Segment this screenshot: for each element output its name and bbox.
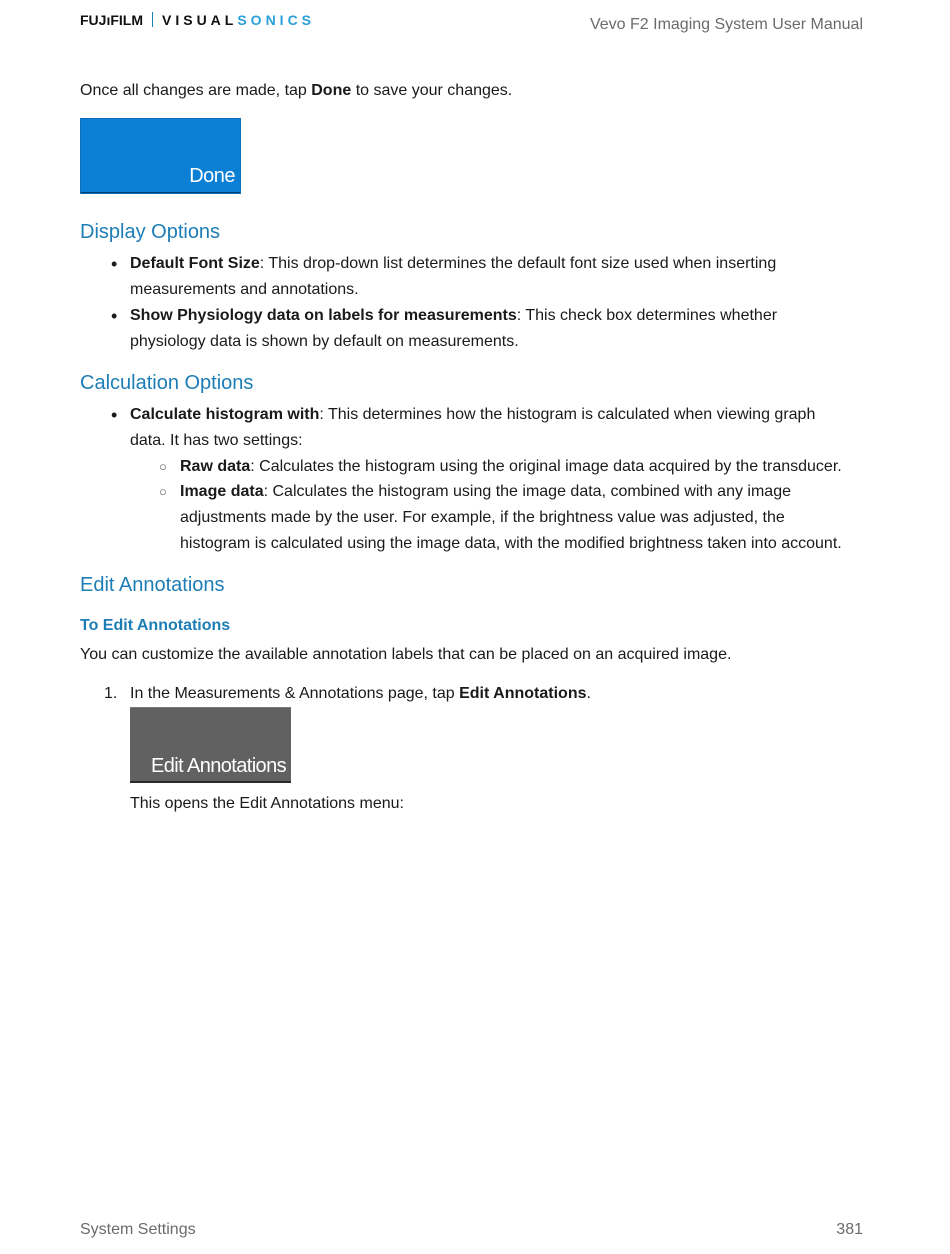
step-text — [130, 681, 591, 707]
item-bold: Calculate histogram with — [130, 406, 320, 423]
item-text-cont: histogram is calculated using the image data, with the modified brightness taken into account. — [180, 535, 842, 552]
to-edit-annotations-subheading: To Edit Annotations — [80, 617, 231, 634]
item-text: : Calculates the histogram using the original image data acquired by the transducer. — [250, 458, 842, 475]
done-button[interactable] — [80, 118, 241, 194]
item-text: : Calculates the histogram using the image data, combined with any image — [263, 483, 791, 500]
done-button-label: Done — [189, 165, 235, 187]
logo-divider — [152, 12, 153, 27]
intro-bold: Done — [311, 82, 352, 99]
list-item — [111, 303, 778, 355]
item-text-cont: adjustments made by the user. For example, if the brightness value was adjusted, the — [180, 509, 785, 526]
step-number: 1. — [104, 685, 118, 702]
item-bold: Show Physiology data on labels for measurements — [130, 307, 517, 324]
sub-list-item — [159, 479, 842, 557]
intro-paragraph — [80, 78, 512, 104]
circle-bullet-icon: ○ — [159, 484, 167, 499]
item-bold: Image data — [180, 483, 264, 500]
item-bold: Raw data — [180, 458, 251, 475]
circle-bullet-icon: ○ — [159, 459, 167, 474]
display-options-heading: Display Options — [80, 221, 221, 243]
step-bold: Edit Annotations — [459, 685, 587, 702]
list-item — [111, 402, 816, 454]
item-bold: Default Font Size — [130, 255, 260, 272]
footer-section: System Settings — [80, 1221, 196, 1238]
item-text: : This check box determines whether — [516, 307, 778, 324]
logo-fujifilm: FUJıFILM — [80, 12, 143, 28]
bullet-icon: • — [111, 306, 118, 326]
logo-visual: VISUAL — [162, 12, 238, 28]
list-item — [111, 251, 777, 303]
sub-list-item — [159, 454, 842, 480]
edit-annotations-button[interactable] — [130, 707, 291, 783]
bullet-icon: • — [111, 254, 118, 274]
step-text-end: . — [586, 685, 591, 702]
item-text: : This determines how the histogram is calculated when viewing graph — [319, 406, 816, 423]
edit-annotations-description: You can customize the available annotation labels that can be placed on an acquired image. — [80, 646, 732, 663]
item-text-cont: data. It has two settings: — [130, 432, 303, 449]
calculation-options-heading: Calculation Options — [80, 372, 254, 394]
step-result-text: This opens the Edit Annotations menu: — [130, 795, 404, 812]
intro-text: Once all changes are made, tap — [80, 82, 312, 99]
manual-title: Vevo F2 Imaging System User Manual — [589, 16, 863, 33]
bullet-icon: • — [111, 405, 118, 425]
intro-text-end: to save your changes. — [351, 82, 513, 99]
company-logo — [80, 12, 315, 32]
step-text-start: In the Measurements & Annotations page, tap — [130, 685, 460, 702]
edit-annotations-button-label: Edit Annotations — [151, 755, 286, 777]
logo-sonics: SONICS — [237, 12, 316, 28]
item-text-cont: physiology data is shown by default on measurements. — [130, 333, 519, 350]
page-number: 381 — [836, 1221, 863, 1238]
edit-annotations-heading: Edit Annotations — [80, 574, 225, 596]
item-text: : This drop-down list determines the default font size used when inserting — [259, 255, 777, 272]
item-text-cont: measurements and annotations. — [130, 281, 359, 298]
